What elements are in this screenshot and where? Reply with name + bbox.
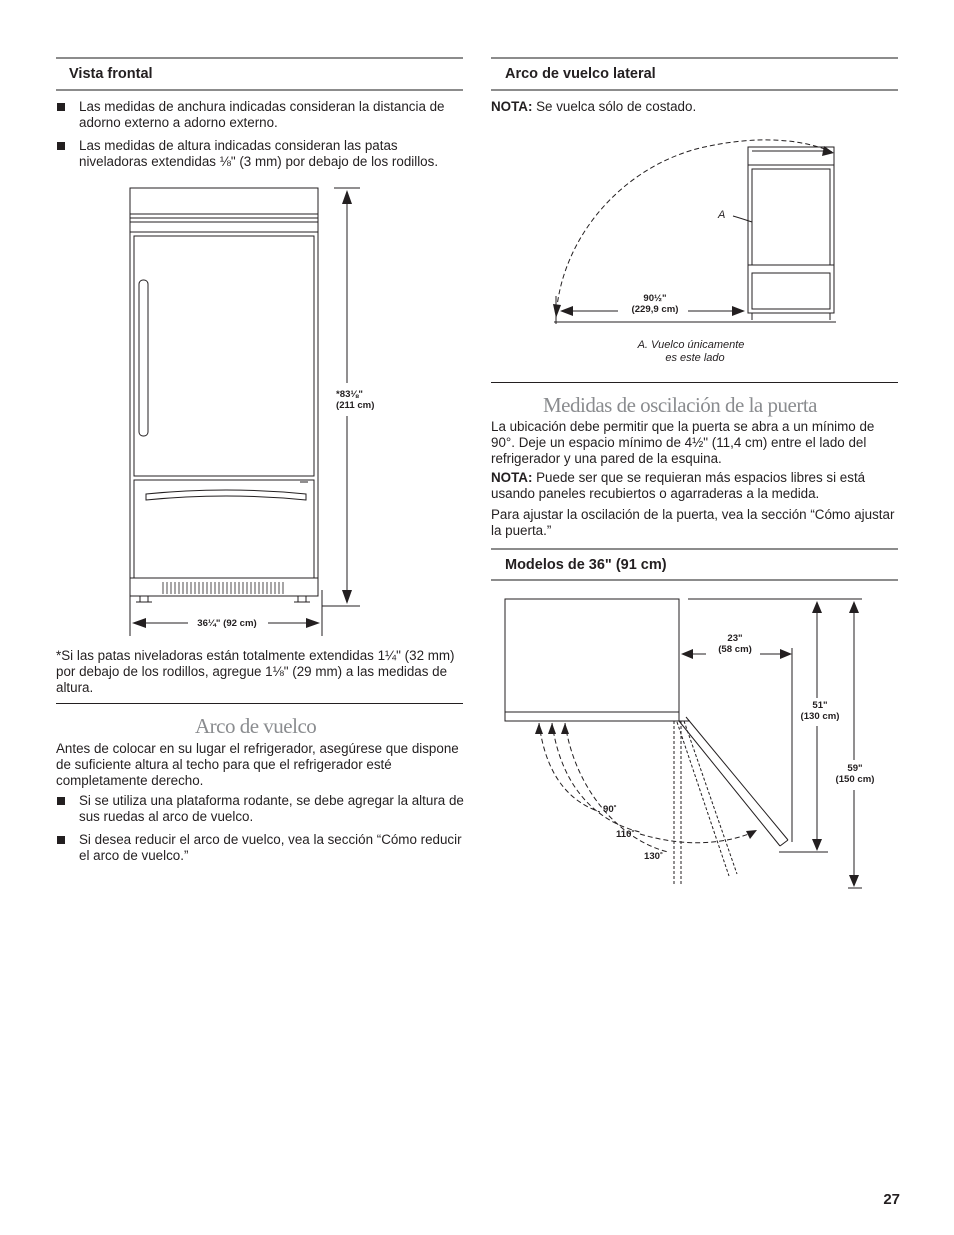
nota-text: Se vuelca sólo de costado. <box>532 99 697 114</box>
dim-width-label: 36¼" (92 cm) <box>197 618 257 629</box>
page-number: 27 <box>883 1191 900 1208</box>
arrowhead <box>746 830 757 839</box>
arrowhead <box>561 723 569 734</box>
bullet-item: Las medidas de altura indicadas consideran las patas niveladoras extendidas ⅛" (3 mm) por debajo de los rodillos. <box>56 138 466 170</box>
arrowhead <box>535 723 543 734</box>
arrowhead <box>812 839 822 851</box>
caption-line: A. Vuelco únicamente <box>637 339 745 351</box>
caption-line: es este lado <box>665 352 725 364</box>
label-a: A <box>718 209 726 221</box>
bullet-item: Las medidas de anchura indicadas consideran la distancia de adorno externo a adorno externo. <box>56 99 466 131</box>
arco-intro: Antes de colocar en su lugar el refrigerador, asegúrese que dispone de suficiente altura al techo para que el refrigerador esté completamente derecho. <box>56 741 459 788</box>
bullet-item: Si se utiliza una plataforma rodante, se debe agregar la altura de sus ruedas al arco de vuelco. <box>56 793 466 825</box>
heading-arco-de-vuelco: Arco de vuelco <box>195 714 317 738</box>
arrowhead <box>849 601 859 613</box>
oscilacion-p3: Para ajustar la oscilación de la puerta, vea la sección “Cómo ajustar la puerta.” <box>491 507 895 538</box>
angle-110-label: 110˚ <box>616 829 635 840</box>
dim-height-value: *83⅛" <box>336 389 363 400</box>
dim-value: 51" <box>812 700 828 711</box>
arrowhead <box>681 649 693 659</box>
heading-oscilacion: Medidas de oscilación de la puerta <box>543 393 817 417</box>
angle-90-label: 90˚ <box>603 804 617 815</box>
angle-130-label: 130˚ <box>644 851 664 862</box>
dim-height-cm: (211 cm) <box>336 400 375 411</box>
dim-59-label <box>825 763 885 785</box>
heading-vista-frontal: Vista frontal <box>69 66 153 82</box>
dim-tip-cm: (229,9 cm) <box>631 304 679 315</box>
dim-value: 23" <box>727 633 743 644</box>
dim-51-label <box>790 700 850 722</box>
arrowhead <box>812 601 822 613</box>
nota-label: NOTA: <box>491 470 533 485</box>
footnote: *Si las patas niveladoras están totalmente extendidas 1¼" (32 mm) por debajo de los rodillos, agregue 1⅛" (29 mm) a las medidas de altura. <box>56 648 455 695</box>
heading-modelos: Modelos de 36" (91 cm) <box>505 557 667 573</box>
nota-text: Puede ser que se requieran más espacios libres si está usando paneles recubiertos o agarraderas a la medida. <box>491 470 866 501</box>
arrowhead <box>849 875 859 887</box>
arrowhead <box>780 649 792 659</box>
dim-tip-value: 90½" <box>643 293 667 304</box>
dim-cm: (150 cm) <box>835 774 875 785</box>
arrowhead <box>548 723 556 734</box>
dim-value: 59" <box>847 763 863 774</box>
nota-label: NOTA: <box>491 99 533 114</box>
oscilacion-p1: La ubicación debe permitir que la puerta se abra a un mínimo de 90°. Deje un espacio mínimo de 4½" (11,4 cm) entre el lado del refrigerador y una pared de la esquina. <box>491 419 875 466</box>
bullet-item: Si desea reducir el arco de vuelco, vea la sección “Cómo reducir el arco de vuelco.” <box>56 832 466 864</box>
dim-23-label <box>705 633 765 655</box>
heading-arco-lateral: Arco de vuelco lateral <box>505 66 656 82</box>
dim-cm: (130 cm) <box>800 711 840 722</box>
dim-cm: (58 cm) <box>718 644 752 655</box>
